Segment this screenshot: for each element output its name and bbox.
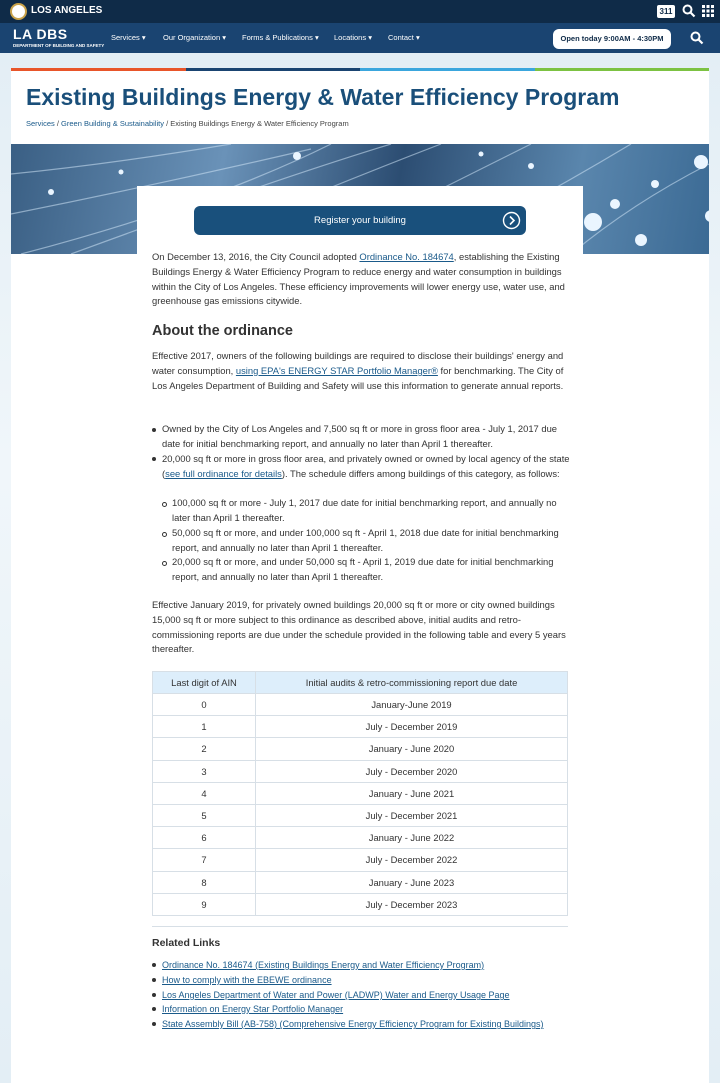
311-button[interactable]: 311 <box>657 5 675 18</box>
list-bullet <box>152 457 156 461</box>
table-cell: 1 <box>153 716 256 738</box>
apps-grid-icon[interactable] <box>702 5 714 17</box>
breadcrumb: Services / Green Building & Sustainability / Existing Buildings Energy & Water Efficiency Program <box>26 119 349 128</box>
table-cell: July - December 2021 <box>256 804 568 826</box>
color-stripe-green <box>535 68 709 71</box>
list-item: 20,000 sq ft or more in gross floor area, and privately owned or owned by local agency of the state (see full ordinance for details). The schedule differs among buildings of this category, as follows: <box>162 453 570 479</box>
list-bullet <box>152 978 156 982</box>
related-link-ordinance[interactable]: Ordinance No. 184674 (Existing Buildings Energy and Water Efficiency Program) <box>162 960 485 970</box>
about-paragraph: Effective 2017, owners of the following buildings are required to disclose their buildings' energy and water consumption, using EPA's ENERGY STAR Portfolio Manager® for benchmarking. The City of Los Angeles Department of Building and Safety will use this information to generate annual reports. <box>152 350 564 391</box>
table-row <box>153 716 568 738</box>
ordinance-link[interactable]: Ordinance No. 184674 <box>359 251 454 262</box>
color-stripe-orange <box>11 68 186 71</box>
table-cell: 3 <box>153 760 256 782</box>
breadcrumb-current: Existing Buildings Energy & Water Efficiency Program <box>170 119 349 128</box>
nav-services[interactable]: Services ▾ <box>111 33 146 42</box>
table-header: Last digit of AIN <box>153 672 256 694</box>
intro-paragraph: On December 13, 2016, the City Council adopted Ordinance No. 184674, establishing the Existing Buildings Energy & Water Efficiency Program to reduce energy and water consumption in buildings within the City of Los Angeles. These efficiency improvements will lower energy use, water use, and greenhouse gas emissions citywide. <box>152 251 565 307</box>
table-row <box>153 804 568 826</box>
sub-list-bullet <box>162 502 167 507</box>
color-stripe-navy <box>186 68 360 71</box>
search-icon[interactable] <box>690 31 704 45</box>
nav-contact[interactable]: Contact ▾ <box>388 33 420 42</box>
table-row <box>153 694 568 716</box>
requirements-list <box>152 422 572 592</box>
breadcrumb-green-building[interactable]: Green Building & Sustainability <box>61 119 165 128</box>
register-building-button[interactable]: Register your building <box>194 206 526 235</box>
ladbs-logo[interactable] <box>13 26 105 50</box>
sub-list-bullet <box>162 532 167 537</box>
logo-text: LA DBS <box>13 26 68 42</box>
table-cell: 2 <box>153 738 256 760</box>
about-heading: About the ordinance <box>152 323 293 339</box>
list-item: Owned by the City of Los Angeles and 7,500 sq ft or more in gross floor area - July 1, 2017 due date for initial benchmarking report, and annually no later than April 1 thereafter. <box>162 423 558 449</box>
table-header-row <box>153 672 568 694</box>
table-cell: 9 <box>153 893 256 915</box>
table-cell: 7 <box>153 849 256 871</box>
table-row <box>153 893 568 915</box>
page-title: Existing Buildings Energy & Water Efficiency Program <box>26 84 620 110</box>
related-link-energy-star[interactable]: Information on Energy Star Portfolio Manager <box>162 1004 344 1014</box>
sub-list-item: 20,000 sq ft or more, and under 50,000 sq ft - April 1, 2019 due date for initial benchmarking report, and annually no later than April 1 thereafter. <box>172 556 554 582</box>
sub-list-item: 50,000 sq ft or more, and under 100,000 sq ft - April 1, 2018 due date for initial benchmarking report, and annually no later than April 1 thereafter. <box>172 527 559 553</box>
nav-locations[interactable]: Locations ▾ <box>334 33 372 42</box>
related-link-ladwp[interactable]: Los Angeles Department of Water and Power (LADWP) Water and Energy Usage Page <box>162 990 510 1000</box>
logo-subtitle: DEPARTMENT OF BUILDING AND SAFETY <box>13 43 105 48</box>
table-header: Initial audits & retro-commissioning report due date <box>256 672 568 694</box>
table-row <box>153 782 568 804</box>
list-bullet <box>152 428 156 432</box>
table-row <box>153 760 568 782</box>
effective-2019-paragraph: Effective January 2019, for privately owned buildings 20,000 sq ft or more or city owned buildings 15,000 sq ft or more subject to this ordinance as described above, initial audits and retro-commissioning reports are due under the schedule provided in the following table and every 5 years thereafter. <box>152 599 566 655</box>
table-cell: 0 <box>153 694 256 716</box>
list-bullet <box>152 963 156 967</box>
search-icon[interactable] <box>682 4 696 18</box>
table-row <box>153 738 568 760</box>
energy-star-link[interactable]: using EPA's ENERGY STAR Portfolio Manager® <box>235 364 438 376</box>
section-divider <box>152 926 568 927</box>
table-cell: 5 <box>153 804 256 826</box>
nav-forms-publications[interactable]: Forms & Publications ▾ <box>242 33 319 42</box>
table-cell: January - June 2023 <box>256 871 568 893</box>
top-bar <box>0 0 720 23</box>
sub-list-bullet <box>162 561 167 566</box>
table-cell: July - December 2022 <box>256 849 568 871</box>
table-row <box>153 827 568 849</box>
table-cell: July - December 2020 <box>256 760 568 782</box>
table-cell: January - June 2020 <box>256 738 568 760</box>
table-cell: January - June 2022 <box>256 827 568 849</box>
table-cell: January-June 2019 <box>256 694 568 716</box>
open-hours-button[interactable]: Open today 9:00AM - 4:30PM <box>553 29 671 49</box>
table-cell: 6 <box>153 827 256 849</box>
color-stripe-blue <box>360 68 535 71</box>
table-cell: July - December 2019 <box>256 716 568 738</box>
table-row <box>153 871 568 893</box>
arrow-circle-right-icon[interactable] <box>502 211 521 230</box>
list-bullet <box>152 1022 156 1026</box>
related-links-heading: Related Links <box>152 937 221 949</box>
audit-schedule-table <box>152 671 568 916</box>
full-ordinance-link[interactable]: see full ordinance for details <box>165 467 282 479</box>
table-cell: July - December 2023 <box>256 893 568 915</box>
sub-list-item: 100,000 sq ft or more - July 1, 2017 due date for initial benchmarking report, and annually no later than April 1 thereafter. <box>172 497 557 523</box>
table-row <box>153 849 568 871</box>
breadcrumb-services[interactable]: Services <box>26 119 55 128</box>
list-bullet <box>152 993 156 997</box>
table-cell: January - June 2021 <box>256 782 568 804</box>
list-bullet <box>152 1007 156 1011</box>
related-link-how-to-comply[interactable]: How to comply with the EBEWE ordinance <box>162 975 332 985</box>
nav-our-organization[interactable]: Our Organization ▾ <box>163 33 226 42</box>
table-cell: 8 <box>153 871 256 893</box>
table-cell: 4 <box>153 782 256 804</box>
city-name-link[interactable]: LOS ANGELES <box>31 5 103 16</box>
related-link-ab758[interactable]: State Assembly Bill (AB-758) (Comprehensive Energy Efficiency Program for Existing Buildings) <box>162 1019 544 1029</box>
city-seal-icon[interactable] <box>10 3 27 20</box>
